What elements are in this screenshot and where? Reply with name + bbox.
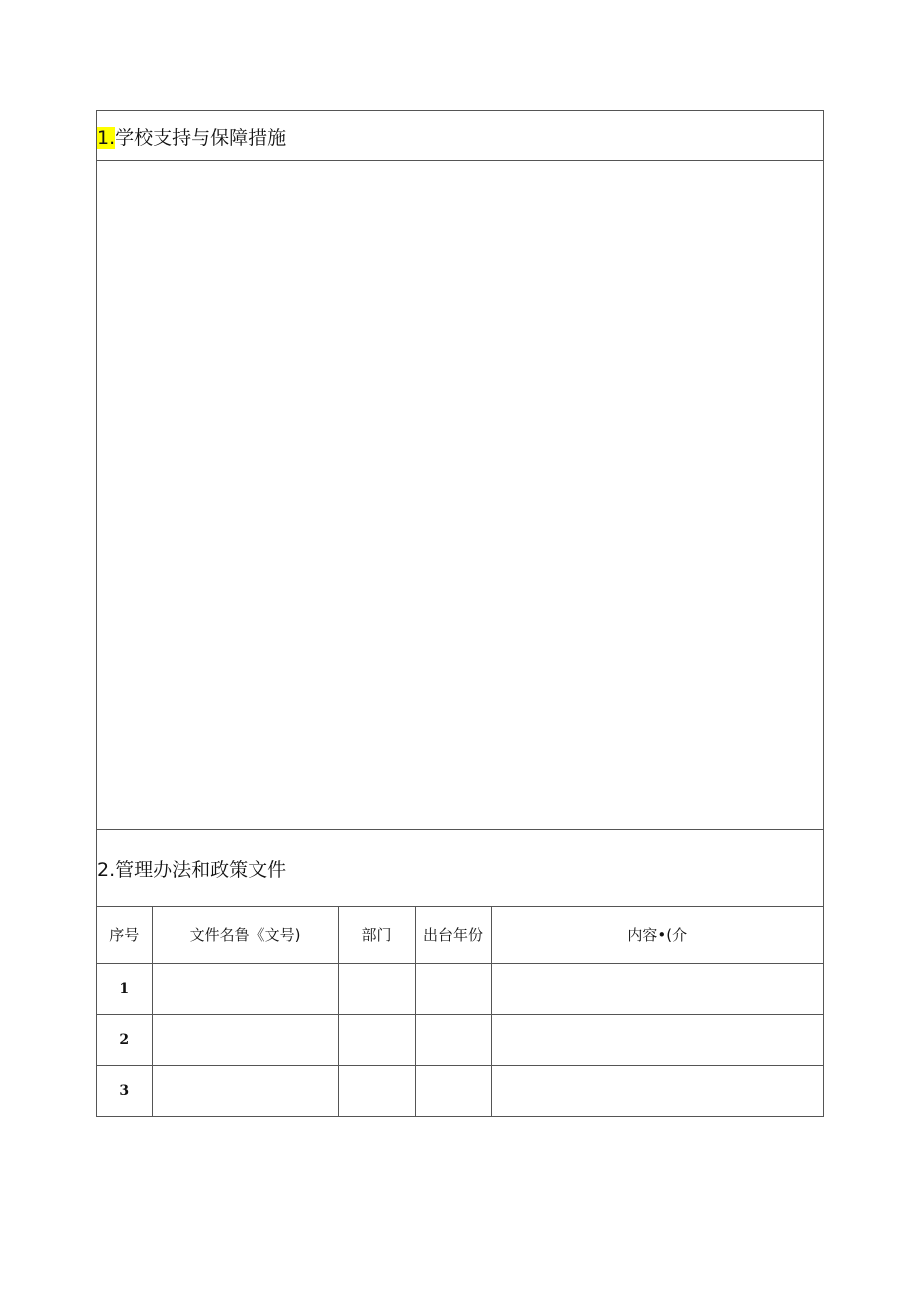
section1-title-text: 学校支持与保障措施 (115, 127, 287, 149)
cell-department[interactable] (338, 963, 415, 1014)
cell-year[interactable] (415, 963, 491, 1014)
header-document-name: 文件名鲁《文号) (152, 907, 338, 963)
section2-header (97, 830, 823, 907)
row-index: 3 (97, 1065, 152, 1116)
section1-content-area[interactable] (97, 161, 823, 830)
cell-year[interactable] (415, 1065, 491, 1116)
row-index: 2 (97, 1014, 152, 1065)
table-row (97, 1014, 823, 1065)
header-content: 内容•(介 (491, 907, 823, 963)
cell-document-name[interactable] (152, 1065, 338, 1116)
cell-document-name[interactable] (152, 1014, 338, 1065)
section1-header (97, 111, 823, 161)
section1-number: 1. (97, 127, 116, 149)
section1-title (97, 125, 286, 151)
support-measures-form (96, 110, 824, 1117)
cell-content[interactable] (491, 1065, 823, 1116)
table-row (97, 963, 823, 1014)
table-header-row (97, 907, 823, 963)
section2-title: 2.管理办法和政策文件 (97, 859, 287, 881)
table-row (97, 1065, 823, 1116)
cell-department[interactable] (338, 1014, 415, 1065)
cell-content[interactable] (491, 1014, 823, 1065)
cell-content[interactable] (491, 963, 823, 1014)
policy-documents-table (97, 907, 823, 1116)
cell-year[interactable] (415, 1014, 491, 1065)
header-year: 出台年份 (415, 907, 491, 963)
cell-department[interactable] (338, 1065, 415, 1116)
header-department: 部门 (338, 907, 415, 963)
row-index: 1 (97, 963, 152, 1014)
header-index: 序号 (97, 907, 152, 963)
cell-document-name[interactable] (152, 963, 338, 1014)
